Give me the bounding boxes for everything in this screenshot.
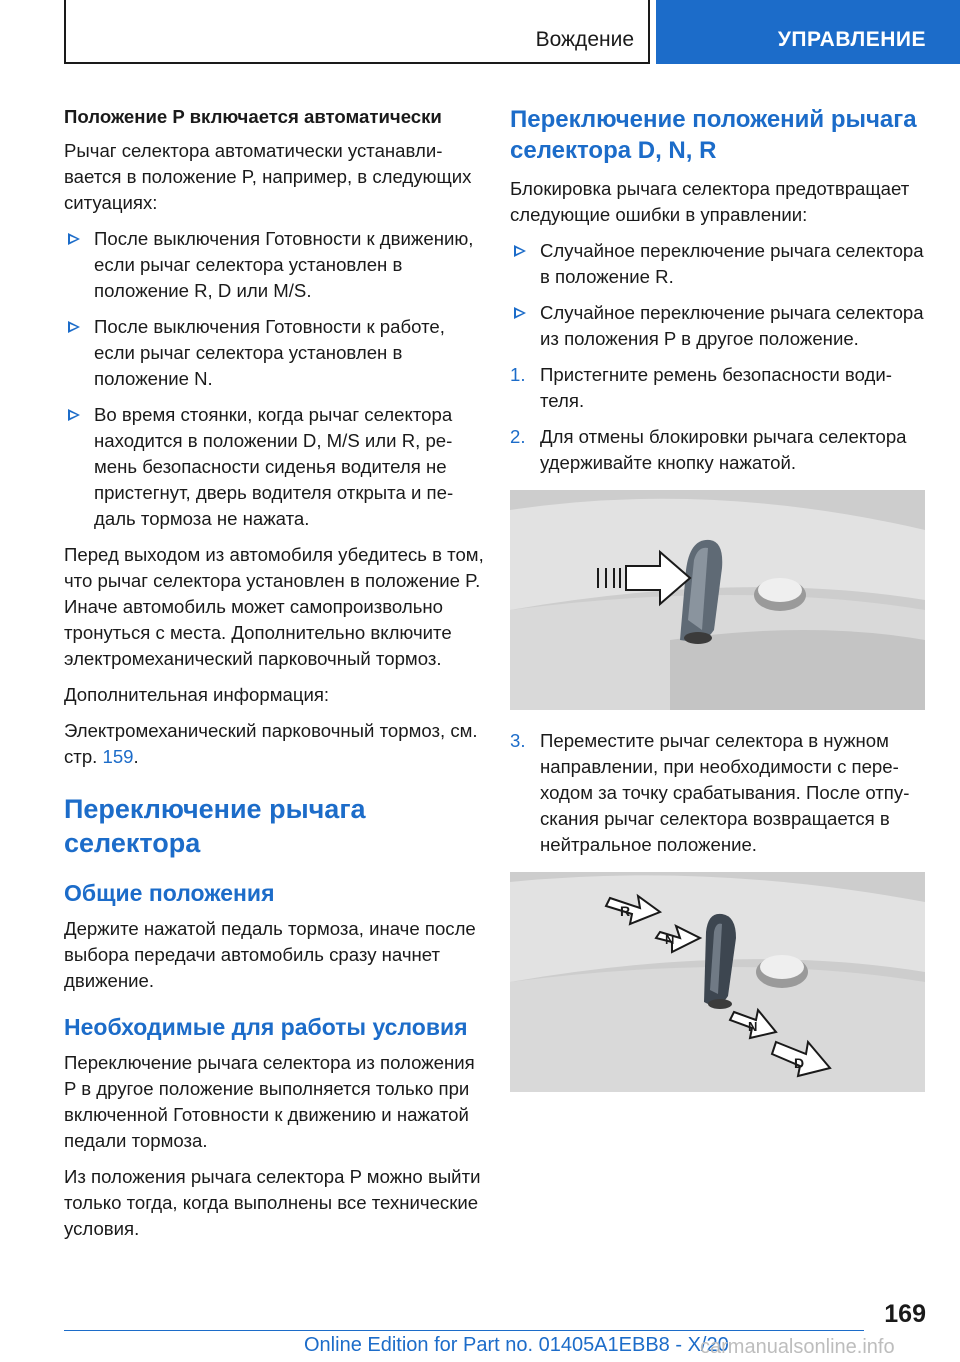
general-title: Общие положения: [64, 880, 275, 906]
auto-p-list: [64, 226, 484, 532]
steps-list-cont: [510, 728, 928, 858]
list-item: Случайное переключение рычага селектора из положения P в другое положение.: [510, 300, 928, 352]
auto-p-intro: Рычаг селектора автоматически устанавливается в положение P, например, в следующих ситуациях:: [64, 140, 472, 213]
triangle-bullet-icon: [68, 233, 80, 245]
conditions-title: Необходимые для работы условия: [64, 1014, 468, 1040]
steps-list: [510, 362, 928, 476]
more-info-text: Электромеханический парковочный тормоз, см. стр. 159.: [64, 720, 478, 767]
conditions-text-1: Переключение рычага селектора из положения P в другое положение выполняется только при включенной Готовности к движению и нажатой педали тормоза.: [64, 1052, 475, 1151]
errors-list: [510, 238, 928, 352]
header-section-box: [64, 0, 650, 64]
right-section-title: Переключение положений рычага селектора D, N, R: [510, 106, 917, 164]
shift-label-n-up: N: [665, 932, 675, 947]
shift-label-d: D: [794, 1055, 805, 1071]
right-column: [510, 104, 928, 1110]
conditions-text-2: Из положения рычага селектора P можно выйти только тогда, когда выполнены все технические условия.: [64, 1166, 481, 1239]
list-item: Во время стоянки, когда рычаг селектора находится в положении D, M/S или R, ремень безопасности сиденья водителя не пристегнут, дверь водителя открыта и педаль тормоза не нажата.: [64, 402, 484, 532]
more-info-label: Дополнительная информация:: [64, 684, 330, 705]
header-section-title: Вождение: [535, 28, 634, 51]
triangle-bullet-icon: [68, 409, 80, 421]
header-chapter-title: УПРАВЛЕНИЕ: [777, 28, 926, 51]
before-exit-text: Перед выходом из автомобиля убедитесь в том, что рычаг селектора установлен в положение P. Иначе автомобиль может самопроизвольно тронуться с места. Дополнительно включите электромеханический парковочный тормоз.: [64, 544, 484, 669]
step-item: 2. Для отмены блокировки рычага селектора удерживайте кнопку нажатой.: [510, 426, 907, 473]
triangle-bullet-icon: [514, 245, 526, 257]
left-column: [64, 104, 484, 1252]
watermark: carmanualsonline.info: [700, 1336, 895, 1358]
step-item: 3. Переместите рычаг селектора в нужном направлении, при необходимости с переходом за точку срабатывания. После отпускания рычаг селектора возвращается в нейтральное положение.: [510, 730, 910, 855]
footer-divider: [64, 1330, 864, 1331]
page-link[interactable]: 159: [102, 746, 134, 767]
general-text: Держите нажатой педаль тормоза, иначе после выбора передачи автомобиль сразу начнет движение.: [64, 918, 476, 991]
figure-unlock-button: [510, 490, 925, 710]
list-item: После выключения Готовности к работе, если рычаг селектора установлен в положение N.: [64, 314, 484, 392]
header-chapter-tab: [656, 0, 960, 64]
section-title: Переключение рычага селектора: [64, 794, 366, 858]
shift-label-n-down: N: [748, 1019, 758, 1034]
right-intro: Блокировка рычага селектора предотвращает следующие ошибки в управлении:: [510, 178, 910, 225]
triangle-bullet-icon: [68, 321, 80, 333]
list-item: После выключения Готовности к движению, если рычаг селектора установлен в положение R, D или M/S.: [64, 226, 484, 304]
auto-p-title: Положение P включается автоматически: [64, 106, 442, 127]
figure-shift-directions: [510, 872, 925, 1092]
footer-edition: Online Edition for Part no. 01405A1EBB8 - X/20: [304, 1334, 729, 1356]
triangle-bullet-icon: [514, 307, 526, 319]
list-item: Случайное переключение рычага селектора в положение R.: [510, 238, 928, 290]
step-item: 1. Пристегните ремень безопасности водителя.: [510, 364, 892, 411]
shift-label-r: R: [620, 903, 631, 919]
page-number: 169: [884, 1300, 926, 1328]
